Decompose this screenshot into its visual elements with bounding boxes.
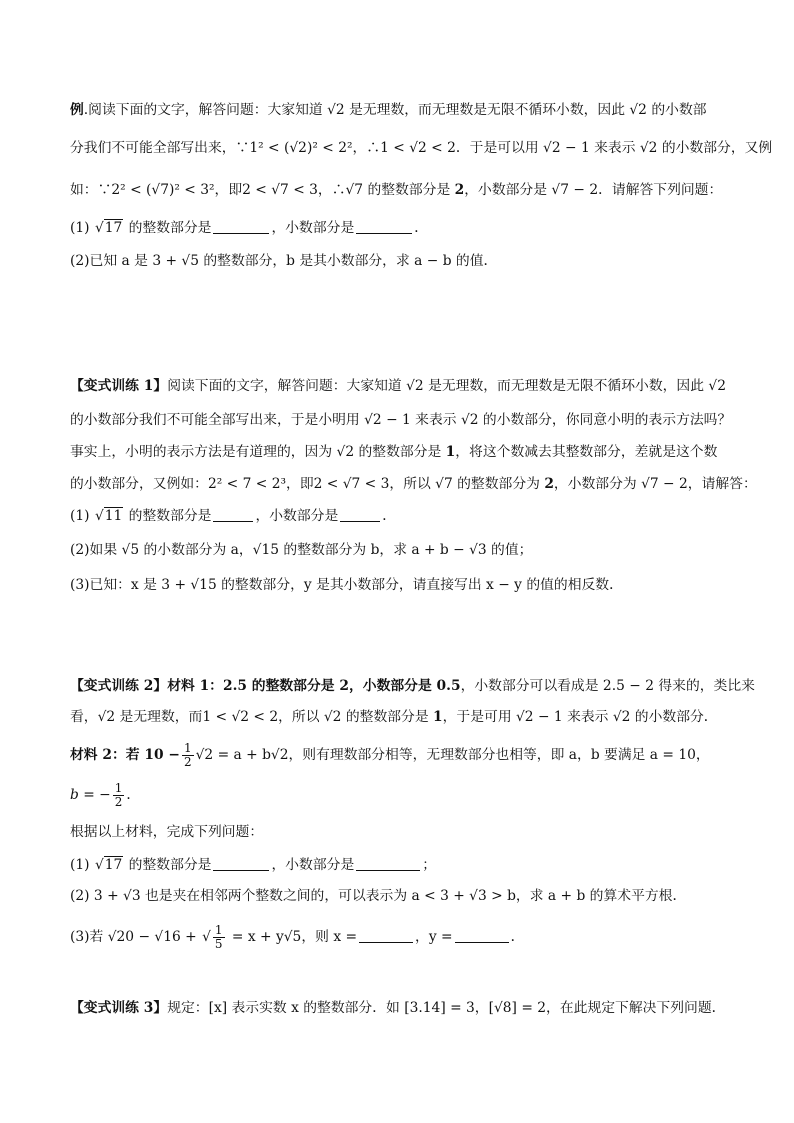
fraction-one-half [113,782,125,809]
v1-line-4-b: 2 [544,476,554,492]
v2-question-1 [70,855,730,875]
example-q1-mid: 的整数部分是 [124,220,212,236]
radicand: 17 [104,220,123,236]
example-label: 例 [70,102,84,118]
v2-line-4 [70,782,730,809]
fraction-one-fifth [213,924,225,951]
v1-question-1 [70,506,730,526]
v1-q1-end: ． [382,508,397,524]
v2-q3-a: (3)若 √20 − √16 + [70,929,202,945]
v3-text-1: 规定：[x] 表示实数 x 的整数部分．如 [3.14] = 3，[√8] = 2，在此规定下解决下列问题． [167,1000,726,1016]
v3-line-1 [70,998,730,1018]
v1-line-4-a: 的小数部分，又例如：2² < 7 < 2³，即2 < √7 < 3，所以 √7 的整数部分为 [70,476,545,492]
fraction-denominator: 2 [114,795,123,809]
v2-line-4-b: ． [126,787,141,803]
v2-line-3-b: √2 = a + b√2，则有理数部分相等，无理数部分也相等，即 a，b 要满足 a = 10， [195,747,710,763]
v2-line-4-a: b = − [70,787,111,803]
v2-title: 【变式训练 2】 [70,678,168,694]
v2-q1-end: ； [422,857,437,873]
sqrt-11: √11 [94,508,123,524]
sqrt-17: √17 [94,220,123,236]
v2-material-1-label: 材料 1： [167,678,223,694]
example-line-3 [70,180,730,200]
v1-q1-mid: 的整数部分是 [124,508,212,524]
v1-title: 【变式训练 1】 [70,378,168,394]
v2-line-2-b: 1 [433,709,443,725]
v1-line-1 [70,376,730,396]
v3-title: 【变式训练 3】 [70,1000,168,1016]
v1-q1-prefix: (1) [70,508,94,524]
example-q1-mid2: ，小数部分是 [271,220,355,236]
answer-blank[interactable] [213,856,269,871]
v1-line-3-c: ，将这个数减去其整数部分，差就是这个数 [455,444,718,460]
example-q1-end: ． [414,220,429,236]
v1-line-2: 的小数部分我们不可能全部写出来，于是小明用 √2 − 1 来表示 √2 的小数部分，你同意小明的表示方法吗？ [70,412,732,428]
v2-line-2-a: 看，√2 是无理数，而1 < √2 < 2，所以 √2 的整数部分是 [70,709,434,725]
v2-question-3 [70,924,730,951]
example-question-1 [70,218,730,238]
sqrt-fraction: √ $\frac{1}{5}$ [202,923,223,951]
v2-q3-d: ． [510,929,525,945]
v2-line-2-c: ，于是可用 √2 − 1 来表示 √2 的小数部分． [442,709,718,725]
example-line-2: 分我们不可能全部写出来，∵1² < (√2)² < 2²，∴1 < √2 < 2．于是可以用 √2 − 1 来表示 √2 的小数部分，又例 [70,140,773,156]
answer-blank[interactable] [340,507,380,522]
answer-blank[interactable] [213,507,253,522]
v2-q1-prefix: (1) [70,857,94,873]
v1-text-1: 阅读下面的文字，解答问题：大家知道 √2 是无理数，而无理数是无限不循环小数，因此 √2 [167,378,726,394]
v1-question-2: (2)如果 √5 的小数部分为 a，√15 的整数部分为 b，求 a + b − √3 的值； [70,542,533,558]
answer-blank[interactable] [359,928,413,943]
v2-line-1-c: ，小数部分可以看成是 2.5 − 2 得来的，类比来 [460,678,755,694]
example-text-1: .阅读下面的文字，解答问题：大家知道 √2 是无理数，而无理数是无限不循环小数，因此 √2 的小数部 [83,102,707,118]
v2-q1-mid: 的整数部分是 [124,857,212,873]
answer-blank[interactable] [356,856,420,871]
v2-line-5: 根据以上材料，完成下列问题： [70,824,264,840]
v1-question-3: (3)已知：x 是 3 + √15 的整数部分，y 是其小数部分，请直接写出 x − y 的值的相反数． [70,577,623,593]
v1-line-3-b: 1 [445,444,456,460]
v2-q1-mid2: ，小数部分是 [271,857,355,873]
fraction-numerator: 1 [214,923,223,937]
example-line-1 [70,100,730,120]
radicand: 17 [104,857,123,873]
answer-blank[interactable] [455,928,509,943]
fraction-numerator: 1 [183,741,192,755]
v1-line-4 [70,474,757,494]
v2-line-1 [70,676,755,696]
v1-q1-mid2: ，小数部分是 [255,508,339,524]
example-line-3-a: 如：∵2² < (√7)² < 3²，即2 < √7 < 3，∴√7 的整数部分是 [70,182,455,198]
v1-line-4-c: ，小数部分为 √7 − 2，请解答： [553,476,757,492]
example-line-3-c: ，小数部分是 √7 − 2．请解答下列问题： [464,182,723,198]
v2-line-3 [70,742,730,769]
fraction-one-half [182,742,194,769]
fraction-denominator: 2 [183,755,192,769]
example-q1-prefix: (1) [70,220,94,236]
example-question-2: (2)已知 a 是 3 + √5 的整数部分，b 是其小数部分，求 a − b 的值． [70,253,498,269]
v1-line-3-a: 事实上，小明的表示方法是有道理的，因为 √2 的整数部分是 [70,444,446,460]
answer-blank[interactable] [356,219,412,234]
v2-question-2: (2) 3 + √3 也是夹在相邻两个整数之间的，可以表示为 a < 3 + √3 > b，求 a + b 的算术平方根． [70,888,687,904]
v2-line-2 [70,707,730,727]
radicand: 11 [104,508,123,524]
v2-material-2: 材料 2：若 10 − [70,747,180,763]
v2-q3-c: ，y = [415,929,453,945]
fraction-denominator: 5 [214,937,223,951]
v2-q3-b: = x + y√5，则 x = [227,929,358,945]
example-line-3-b: 2 [454,182,465,198]
answer-blank[interactable] [213,219,269,234]
v1-line-3 [70,442,730,462]
fraction-numerator: 1 [114,781,123,795]
sqrt-17: √17 [94,857,123,873]
v2-line-1-b: 2.5 的整数部分是 2，小数部分是 0.5 [222,678,461,694]
